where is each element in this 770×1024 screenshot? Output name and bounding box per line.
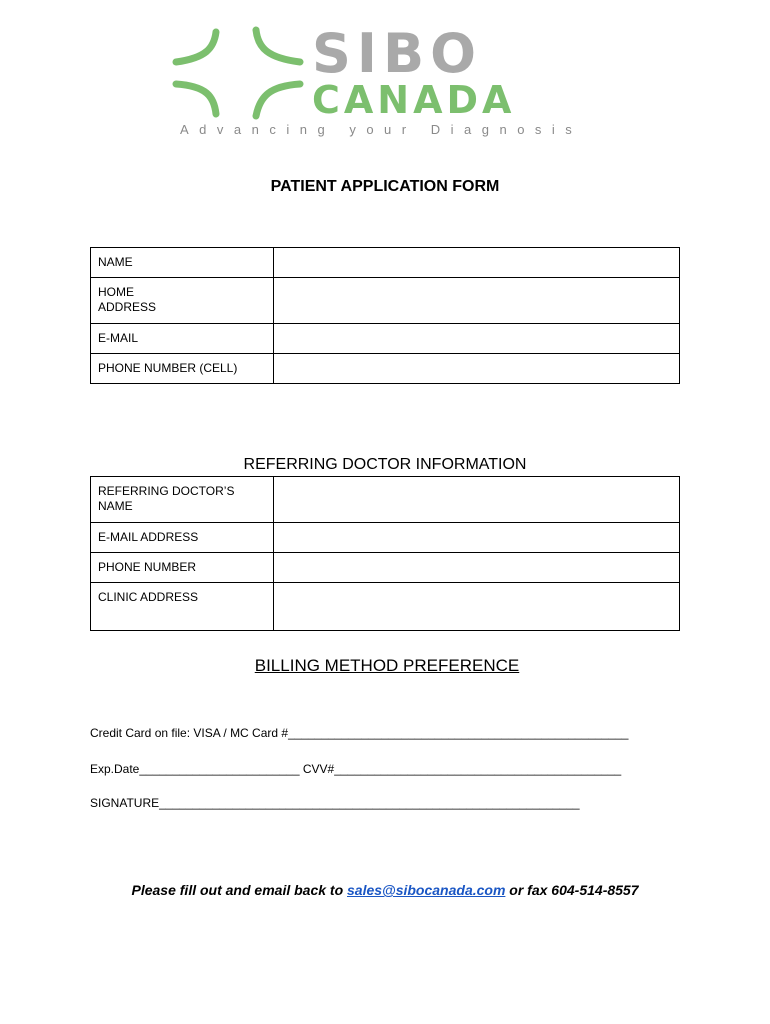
billing-heading: BILLING METHOD PREFERENCE [254, 656, 520, 675]
logo-brand-text: SIBO [312, 22, 483, 85]
table-row [91, 583, 680, 631]
field-label: PHONE NUMBER (CELL) [91, 354, 274, 384]
table-row [91, 523, 680, 553]
doctor-name-label: REFERRING DOCTOR’S NAME [98, 484, 235, 513]
footer-prefix: Please fill out and email back to [131, 882, 348, 898]
field-label: CLINIC ADDRESS [91, 583, 274, 631]
patient-info-table [90, 247, 680, 384]
doctor-email-field[interactable] [274, 523, 680, 553]
doctor-info-table [90, 476, 680, 631]
field-label [91, 477, 274, 523]
logo-tagline: Advancing your Diagnosis [180, 122, 583, 137]
signature-line[interactable]: SIGNATURE_______________________________________________________________ [90, 796, 580, 810]
phone-cell-field[interactable] [274, 354, 680, 384]
footer-instructions [0, 882, 770, 898]
footer-suffix: or fax 604-514-8557 [505, 882, 639, 898]
referring-doctor-heading: REFERRING DOCTOR INFORMATION [243, 456, 527, 473]
field-label [91, 278, 274, 324]
field-label: E-MAIL ADDRESS [91, 523, 274, 553]
field-label: NAME [91, 248, 274, 278]
table-row [91, 248, 680, 278]
email-field[interactable] [274, 324, 680, 354]
doctor-name-field[interactable] [274, 477, 680, 523]
table-row [91, 553, 680, 583]
sibo-canada-logo [172, 22, 583, 142]
cross-mark-icon [172, 24, 312, 124]
logo-sub-text: CANADA [312, 78, 516, 122]
page-title: PATIENT APPLICATION FORM [270, 178, 500, 195]
field-label: PHONE NUMBER [91, 553, 274, 583]
field-label: E-MAIL [91, 324, 274, 354]
clinic-address-field[interactable] [274, 583, 680, 631]
table-row [91, 477, 680, 523]
home-address-field[interactable] [274, 278, 680, 324]
name-field[interactable] [274, 248, 680, 278]
home-label: HOME ADDRESS [98, 285, 157, 314]
doctor-phone-field[interactable] [274, 553, 680, 583]
table-row [91, 278, 680, 324]
table-row [91, 324, 680, 354]
sales-email-link[interactable]: sales@sibocanada.com [347, 882, 506, 898]
expiry-cvv-line[interactable]: Exp.Date________________________ CVV#___________________________________________ [90, 762, 622, 776]
table-row [91, 354, 680, 384]
credit-card-line[interactable]: Credit Card on file: VISA / MC Card #___________________________________________________ [90, 726, 629, 740]
